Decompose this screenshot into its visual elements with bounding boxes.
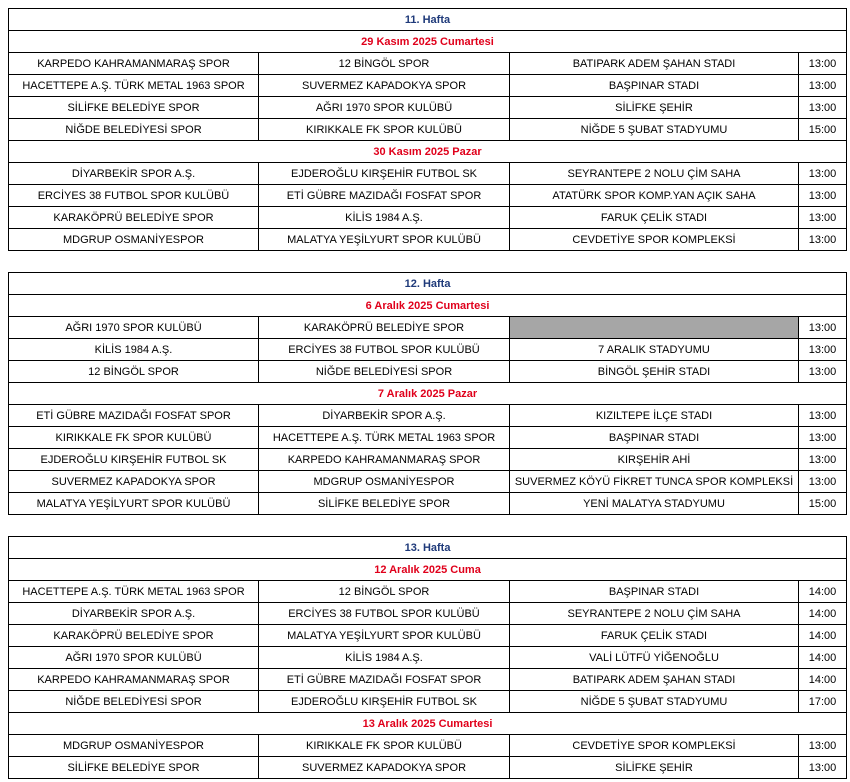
week-title: 13. Hafta — [9, 537, 847, 559]
kickoff-time: 13:00 — [799, 339, 847, 361]
away-team: ETİ GÜBRE MAZIDAĞI FOSFAT SPOR — [259, 185, 510, 207]
home-team: 12 BİNGÖL SPOR — [9, 361, 259, 383]
away-team: EJDEROĞLU KIRŞEHİR FUTBOL SK — [259, 691, 510, 713]
match-row — [9, 207, 847, 229]
week-12-table — [8, 272, 847, 515]
match-row — [9, 691, 847, 713]
venue: SİLİFKE ŞEHİR — [510, 757, 799, 779]
day-label: 13 Aralık 2025 Cumartesi — [9, 713, 847, 735]
home-team: NİĞDE BELEDİYESİ SPOR — [9, 119, 259, 141]
away-team: HACETTEPE A.Ş. TÜRK METAL 1963 SPOR — [259, 427, 510, 449]
day-label: 12 Aralık 2025 Cuma — [9, 559, 847, 581]
match-row — [9, 449, 847, 471]
venue: CEVDETİYE SPOR KOMPLEKSİ — [510, 229, 799, 251]
home-team: HACETTEPE A.Ş. TÜRK METAL 1963 SPOR — [9, 75, 259, 97]
home-team: ERCİYES 38 FUTBOL SPOR KULÜBÜ — [9, 185, 259, 207]
match-row — [9, 405, 847, 427]
venue: ATATÜRK SPOR KOMP.YAN AÇIK SAHA — [510, 185, 799, 207]
venue: BAŞPINAR STADI — [510, 581, 799, 603]
away-team: KARAKÖPRÜ BELEDİYE SPOR — [259, 317, 510, 339]
venue: SİLİFKE ŞEHİR — [510, 97, 799, 119]
match-row — [9, 471, 847, 493]
match-row — [9, 163, 847, 185]
venue: BİNGÖL ŞEHİR STADI — [510, 361, 799, 383]
venue: SEYRANTEPE 2 NOLU ÇİM SAHA — [510, 603, 799, 625]
home-team: KIRIKKALE FK SPOR KULÜBÜ — [9, 427, 259, 449]
match-row — [9, 75, 847, 97]
away-team: ERCİYES 38 FUTBOL SPOR KULÜBÜ — [259, 603, 510, 625]
week-title: 11. Hafta — [9, 9, 847, 31]
kickoff-time: 14:00 — [799, 603, 847, 625]
kickoff-time: 13:00 — [799, 361, 847, 383]
venue: CEVDETİYE SPOR KOMPLEKSİ — [510, 735, 799, 757]
away-team: ETİ GÜBRE MAZIDAĞI FOSFAT SPOR — [259, 669, 510, 691]
venue: SUVERMEZ KÖYÜ FİKRET TUNCA SPOR KOMPLEKSİ — [510, 471, 799, 493]
match-row — [9, 361, 847, 383]
away-team: ERCİYES 38 FUTBOL SPOR KULÜBÜ — [259, 339, 510, 361]
match-row — [9, 317, 847, 339]
venue: BAŞPINAR STADI — [510, 75, 799, 97]
venue: KIZILTEPE İLÇE STADI — [510, 405, 799, 427]
day-label: 6 Aralık 2025 Cumartesi — [9, 295, 847, 317]
kickoff-time: 13:00 — [799, 185, 847, 207]
match-row — [9, 581, 847, 603]
venue: BAŞPINAR STADI — [510, 427, 799, 449]
home-team: ETİ GÜBRE MAZIDAĞI FOSFAT SPOR — [9, 405, 259, 427]
match-row — [9, 603, 847, 625]
venue: BATIPARK ADEM ŞAHAN STADI — [510, 669, 799, 691]
venue: KIRŞEHİR AHİ — [510, 449, 799, 471]
home-team: KARPEDO KAHRAMANMARAŞ SPOR — [9, 669, 259, 691]
away-team: EJDEROĞLU KIRŞEHİR FUTBOL SK — [259, 163, 510, 185]
away-team: MDGRUP OSMANİYESPOR — [259, 471, 510, 493]
kickoff-time: 13:00 — [799, 427, 847, 449]
match-row — [9, 625, 847, 647]
home-team: KARAKÖPRÜ BELEDİYE SPOR — [9, 625, 259, 647]
kickoff-time: 17:00 — [799, 691, 847, 713]
kickoff-time: 13:00 — [799, 757, 847, 779]
away-team: NİĞDE BELEDİYESİ SPOR — [259, 361, 510, 383]
day-label: 29 Kasım 2025 Cumartesi — [9, 31, 847, 53]
venue: NİĞDE 5 ŞUBAT STADYUMU — [510, 119, 799, 141]
away-team: KIRIKKALE FK SPOR KULÜBÜ — [259, 735, 510, 757]
kickoff-time: 14:00 — [799, 625, 847, 647]
away-team: KİLİS 1984 A.Ş. — [259, 207, 510, 229]
home-team: SİLİFKE BELEDİYE SPOR — [9, 757, 259, 779]
kickoff-time: 13:00 — [799, 735, 847, 757]
match-row — [9, 53, 847, 75]
home-team: AĞRI 1970 SPOR KULÜBÜ — [9, 317, 259, 339]
match-row — [9, 119, 847, 141]
kickoff-time: 15:00 — [799, 119, 847, 141]
kickoff-time: 13:00 — [799, 207, 847, 229]
home-team: EJDEROĞLU KIRŞEHİR FUTBOL SK — [9, 449, 259, 471]
home-team: DİYARBEKİR SPOR A.Ş. — [9, 603, 259, 625]
home-team: MDGRUP OSMANİYESPOR — [9, 735, 259, 757]
week-13-table — [8, 536, 847, 779]
top-right-logo-fragment — [748, 0, 768, 2]
away-team: 12 BİNGÖL SPOR — [259, 581, 510, 603]
away-team: AĞRI 1970 SPOR KULÜBÜ — [259, 97, 510, 119]
kickoff-time: 13:00 — [799, 317, 847, 339]
away-team: MALATYA YEŞİLYURT SPOR KULÜBÜ — [259, 625, 510, 647]
venue-blank — [510, 317, 799, 339]
away-team: MALATYA YEŞİLYURT SPOR KULÜBÜ — [259, 229, 510, 251]
home-team: KARPEDO KAHRAMANMARAŞ SPOR — [9, 53, 259, 75]
home-team: HACETTEPE A.Ş. TÜRK METAL 1963 SPOR — [9, 581, 259, 603]
venue: FARUK ÇELİK STADI — [510, 207, 799, 229]
away-team: DİYARBEKİR SPOR A.Ş. — [259, 405, 510, 427]
kickoff-time: 15:00 — [799, 493, 847, 515]
kickoff-time: 13:00 — [799, 53, 847, 75]
home-team: MDGRUP OSMANİYESPOR — [9, 229, 259, 251]
match-row — [9, 735, 847, 757]
top-left-decoration — [40, 0, 70, 2]
venue: NİĞDE 5 ŞUBAT STADYUMU — [510, 691, 799, 713]
match-row — [9, 757, 847, 779]
away-team: KİLİS 1984 A.Ş. — [259, 647, 510, 669]
kickoff-time: 13:00 — [799, 471, 847, 493]
home-team: DİYARBEKİR SPOR A.Ş. — [9, 163, 259, 185]
match-row — [9, 669, 847, 691]
kickoff-time: 14:00 — [799, 581, 847, 603]
match-row — [9, 647, 847, 669]
venue: VALİ LÜTFÜ YİĞENOĞLU — [510, 647, 799, 669]
week-title: 12. Hafta — [9, 273, 847, 295]
away-team: SİLİFKE BELEDİYE SPOR — [259, 493, 510, 515]
kickoff-time: 14:00 — [799, 647, 847, 669]
away-team: KIRIKKALE FK SPOR KULÜBÜ — [259, 119, 510, 141]
match-row — [9, 427, 847, 449]
kickoff-time: 14:00 — [799, 669, 847, 691]
home-team: AĞRI 1970 SPOR KULÜBÜ — [9, 647, 259, 669]
venue: BATIPARK ADEM ŞAHAN STADI — [510, 53, 799, 75]
away-team: SUVERMEZ KAPADOKYA SPOR — [259, 75, 510, 97]
venue: SEYRANTEPE 2 NOLU ÇİM SAHA — [510, 163, 799, 185]
kickoff-time: 13:00 — [799, 449, 847, 471]
away-team: KARPEDO KAHRAMANMARAŞ SPOR — [259, 449, 510, 471]
week-11-table — [8, 8, 847, 251]
home-team: KARAKÖPRÜ BELEDİYE SPOR — [9, 207, 259, 229]
away-team: 12 BİNGÖL SPOR — [259, 53, 510, 75]
home-team: SİLİFKE BELEDİYE SPOR — [9, 97, 259, 119]
match-row — [9, 339, 847, 361]
venue: 7 ARALIK STADYUMU — [510, 339, 799, 361]
kickoff-time: 13:00 — [799, 405, 847, 427]
venue: YENİ MALATYA STADYUMU — [510, 493, 799, 515]
kickoff-time: 13:00 — [799, 75, 847, 97]
home-team: MALATYA YEŞİLYURT SPOR KULÜBÜ — [9, 493, 259, 515]
match-row — [9, 493, 847, 515]
kickoff-time: 13:00 — [799, 97, 847, 119]
match-row — [9, 97, 847, 119]
match-row — [9, 185, 847, 207]
day-label: 30 Kasım 2025 Pazar — [9, 141, 847, 163]
home-team: SUVERMEZ KAPADOKYA SPOR — [9, 471, 259, 493]
kickoff-time: 13:00 — [799, 163, 847, 185]
away-team: SUVERMEZ KAPADOKYA SPOR — [259, 757, 510, 779]
match-row — [9, 229, 847, 251]
kickoff-time: 13:00 — [799, 229, 847, 251]
home-team: NİĞDE BELEDİYESİ SPOR — [9, 691, 259, 713]
venue: FARUK ÇELİK STADI — [510, 625, 799, 647]
day-label: 7 Aralık 2025 Pazar — [9, 383, 847, 405]
home-team: KİLİS 1984 A.Ş. — [9, 339, 259, 361]
